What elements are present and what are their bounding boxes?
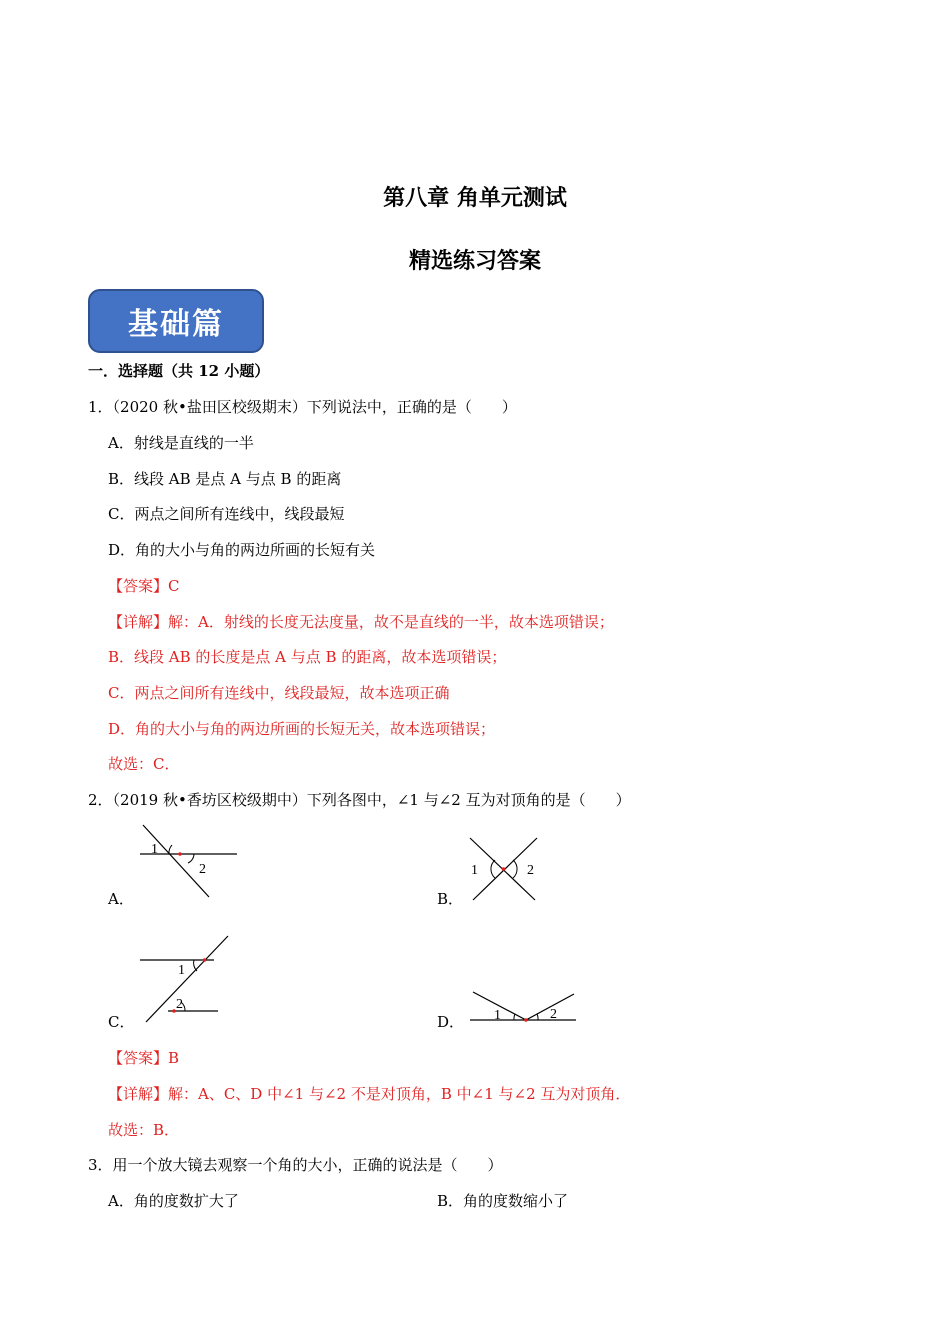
- q2-conclusion: 故选：B．: [108, 1121, 180, 1139]
- figure-d-label-1: 1: [494, 1008, 501, 1023]
- q3-option-b: B．角的度数缩小了: [437, 1192, 569, 1210]
- q3-option-a: A．角的度数扩大了: [108, 1192, 239, 1210]
- q2-figure-c: [138, 934, 233, 1026]
- q1-answer: 【答案】C: [108, 577, 180, 595]
- q1-detail-c: C．两点之间所有连线中，线段最短，故本选项正确: [108, 684, 450, 702]
- section-heading: 一．选择题（共 12 小题）: [88, 362, 270, 380]
- figure-c-transversal: [146, 936, 228, 1022]
- figure-a-arc-1: [169, 845, 172, 854]
- page-title: 第八章 角单元测试: [383, 186, 567, 211]
- q1-option-a: A．射线是直线的一半: [108, 434, 254, 452]
- figure-d-vertex: [524, 1018, 528, 1022]
- figure-b-label-2: 2: [527, 863, 534, 878]
- figure-a-arc-2: [188, 854, 194, 863]
- q3-stem: 3．用一个放大镜去观察一个角的大小，正确的说法是（ ）: [88, 1156, 503, 1174]
- figure-a-vertex: [178, 852, 182, 856]
- section-badge: [88, 289, 264, 353]
- q2-option-c-label: C．: [108, 1013, 135, 1031]
- q1-detail: 【详解】解：A．射线的长度无法度量，故不是直线的一半，故本选项错误；: [108, 613, 614, 631]
- figure-c-vertex-1: [203, 958, 207, 962]
- figure-b-vertex: [502, 867, 506, 871]
- q2-option-a-label: A．: [108, 890, 134, 908]
- q1-detail-b: B．线段 AB 的长度是点 A 与点 B 的距离，故本选项错误；: [108, 648, 507, 666]
- q1-option-c: C．两点之间所有连线中，线段最短: [108, 505, 345, 523]
- q2-stem: 2．（2019 秋•香坊区校级期中）下列各图中，∠1 与∠2 互为对顶角的是（ ）: [88, 791, 631, 809]
- q2-detail: 【详解】解：A、C、D 中∠1 与∠2 不是对顶角，B 中∠1 与∠2 互为对顶角．: [108, 1085, 631, 1103]
- figure-c-label-1: 1: [178, 963, 185, 978]
- figure-d-label-2: 2: [550, 1007, 557, 1022]
- q2-figure-b: [465, 834, 545, 904]
- section-badge-label: 基础篇: [128, 307, 224, 342]
- figure-d-arc-1: [514, 1014, 515, 1020]
- figure-b-label-1: 1: [471, 863, 478, 878]
- figure-a-transversal: [143, 825, 209, 897]
- q2-option-d-label: D．: [437, 1013, 465, 1031]
- q1-detail-d: D．角的大小与角的两边所画的长短无关，故本选项错误；: [108, 720, 496, 738]
- q2-answer: 【答案】B: [108, 1049, 180, 1067]
- q2-figure-a: [135, 822, 245, 900]
- q2-figure-d: [468, 986, 580, 1026]
- figure-b-arc-2: [513, 860, 517, 878]
- q2-option-b-label: B．: [437, 890, 464, 908]
- page-subtitle: 精选练习答案: [408, 249, 541, 274]
- q1-conclusion: 故选：C．: [108, 755, 180, 773]
- q1-option-d: D．角的大小与角的两边所画的长短有关: [108, 541, 376, 559]
- q1-stem: 1．（2020 秋•盐田区校级期末）下列说法中，正确的是（ ）: [88, 398, 517, 416]
- figure-a-label-1: 1: [151, 842, 158, 857]
- figure-a-label-2: 2: [199, 862, 206, 877]
- figure-d-arc-2: [537, 1014, 538, 1020]
- figure-c-label-2: 2: [176, 997, 183, 1012]
- figure-b-arc-1: [491, 860, 495, 878]
- q1-option-b: B．线段 AB 是点 A 与点 B 的距离: [108, 470, 342, 488]
